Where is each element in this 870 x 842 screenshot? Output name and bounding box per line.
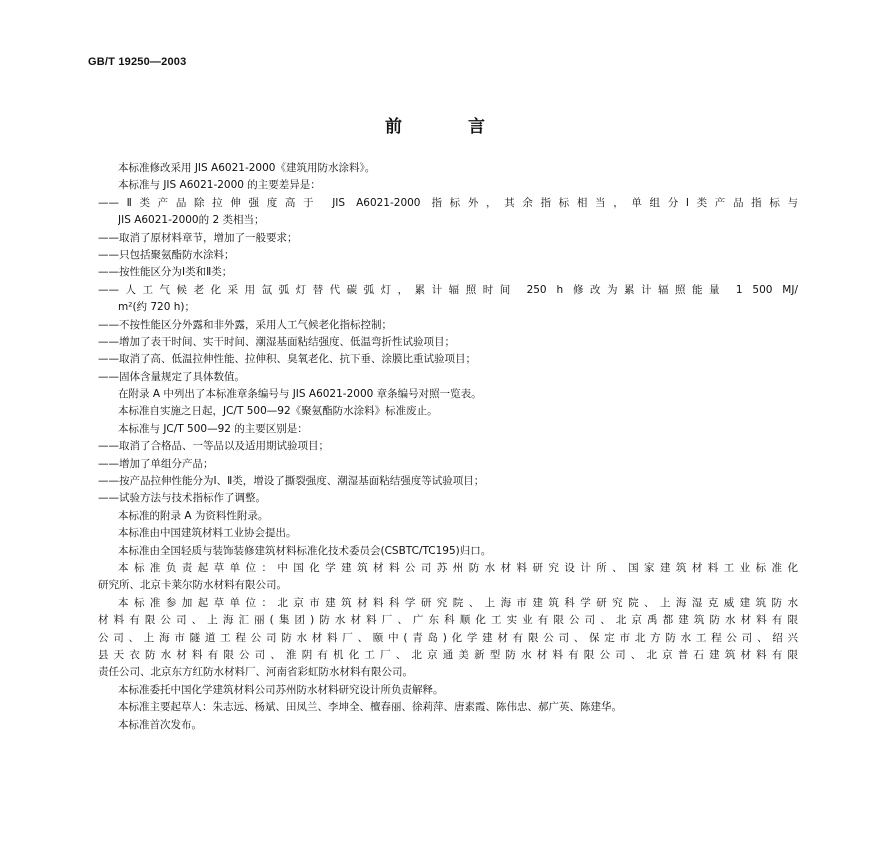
text-line: ——人工气候老化采用氙弧灯替代碳弧灯，累计辐照时间 250 h 修改为累计辐照能量 1 500 MJ/ (98, 283, 798, 296)
text-line: m²(约 720 h)； (118, 301, 196, 314)
text-line: 本标准主要起草人：朱志远、杨斌、田凤兰、李坤全、檀春丽、徐莉萍、唐素霞、陈伟忠、郝广英、陈建华。 (118, 701, 622, 714)
text-line: 本标准参加起草单位：北京市建筑材料科学研究院、上海市建筑科学研究院、上海湿克威建筑防水 (118, 596, 798, 609)
standard-code: GB/T 19250—2003 (88, 56, 187, 68)
text-line: 本标准的附录 A 为资料性附录。 (118, 509, 269, 522)
text-line: 本标准自实施之日起，JC/T 500—92《聚氨酯防水涂料》标准废止。 (118, 405, 438, 418)
text-line: 在附录 A 中列出了本标准章条编号与 JIS A6021-2000 章条编号对照一览表。 (118, 388, 482, 401)
text-line: ——取消了原材料章节，增加了一般要求； (98, 231, 298, 244)
text-line: 本标准由全国轻质与装饰装修建筑材料标准化技术委员会(CSBTC/TC195)归口。 (118, 544, 492, 557)
text-line: 研究所、北京卡莱尔防水材料有限公司。 (98, 579, 287, 592)
page-title: 前 言 (385, 117, 515, 137)
text-line: ——按产品拉伸性能分为Ⅰ、Ⅱ类，增设了撕裂强度、潮湿基面粘结强度等试验项目； (98, 475, 485, 488)
text-line: 本标准与 JC/T 500—92 的主要区别是： (118, 422, 308, 435)
text-line: 本标准委托中国化学建筑材料公司苏州防水材料研究设计所负责解释。 (118, 683, 444, 696)
text-line: ——增加了表干时间、实干时间、潮湿基面粘结强度、低温弯折性试验项目； (98, 335, 455, 348)
text-line: ——Ⅱ类产品除拉伸强度高于 JIS A6021-2000 指标外，其余指标相当，单组分Ⅰ类产品指标与 (98, 196, 798, 209)
text-line: ——按性能区分为Ⅰ类和Ⅱ类； (98, 266, 233, 279)
text-line: ——取消了合格品、一等品以及适用期试验项目； (98, 440, 329, 453)
text-line: 县天衣防水材料有限公司、淮阴有机化工厂、北京通美新型防水材料有限公司、北京普石建筑材料有限 (98, 648, 798, 661)
text-line: 材料有限公司、上海汇丽(集团)防水材料厂、广东科顺化工实业有限公司、北京禹都建筑防水材料有限 (98, 614, 798, 627)
text-line: 本标准与 JIS A6021-2000 的主要差异是： (118, 179, 321, 192)
text-line: 公司、上海市隧道工程公司防水材料厂、颐中(青岛)化学建材有限公司、保定市北方防水工程公司、绍兴 (98, 631, 798, 644)
text-line: 本标准由中国建筑材料工业协会提出。 (118, 527, 297, 540)
text-line: 本标准首次发布。 (118, 718, 202, 731)
text-line: ——取消了高、低温拉伸性能、拉伸积、臭氧老化、抗下垂、涂膜比重试验项目； (98, 353, 476, 366)
text-line: ——增加了单组分产品； (98, 457, 214, 470)
text-line: ——试验方法与技术指标作了调整。 (98, 492, 266, 505)
text-line: 责任公司、北京东方红防水材料厂、河南省彩虹防水材料有限公司。 (98, 666, 413, 679)
text-line: ——固体含量规定了具体数值。 (98, 370, 245, 383)
text-line: 本标准修改采用 JIS A6021-2000《建筑用防水涂料》。 (118, 162, 376, 174)
text-line: ——不按性能区分外露和非外露，采用人工气候老化指标控制； (98, 318, 392, 331)
text-line: 本标准负责起草单位：中国化学建筑材料公司苏州防水材料研究设计所、国家建筑材料工业标准化 (118, 561, 798, 574)
foreword-body (98, 160, 798, 734)
text-line: ——只包括聚氨酯防水涂料； (98, 248, 235, 261)
text-line: JIS A6021-2000的 2 类相当； (118, 214, 265, 227)
